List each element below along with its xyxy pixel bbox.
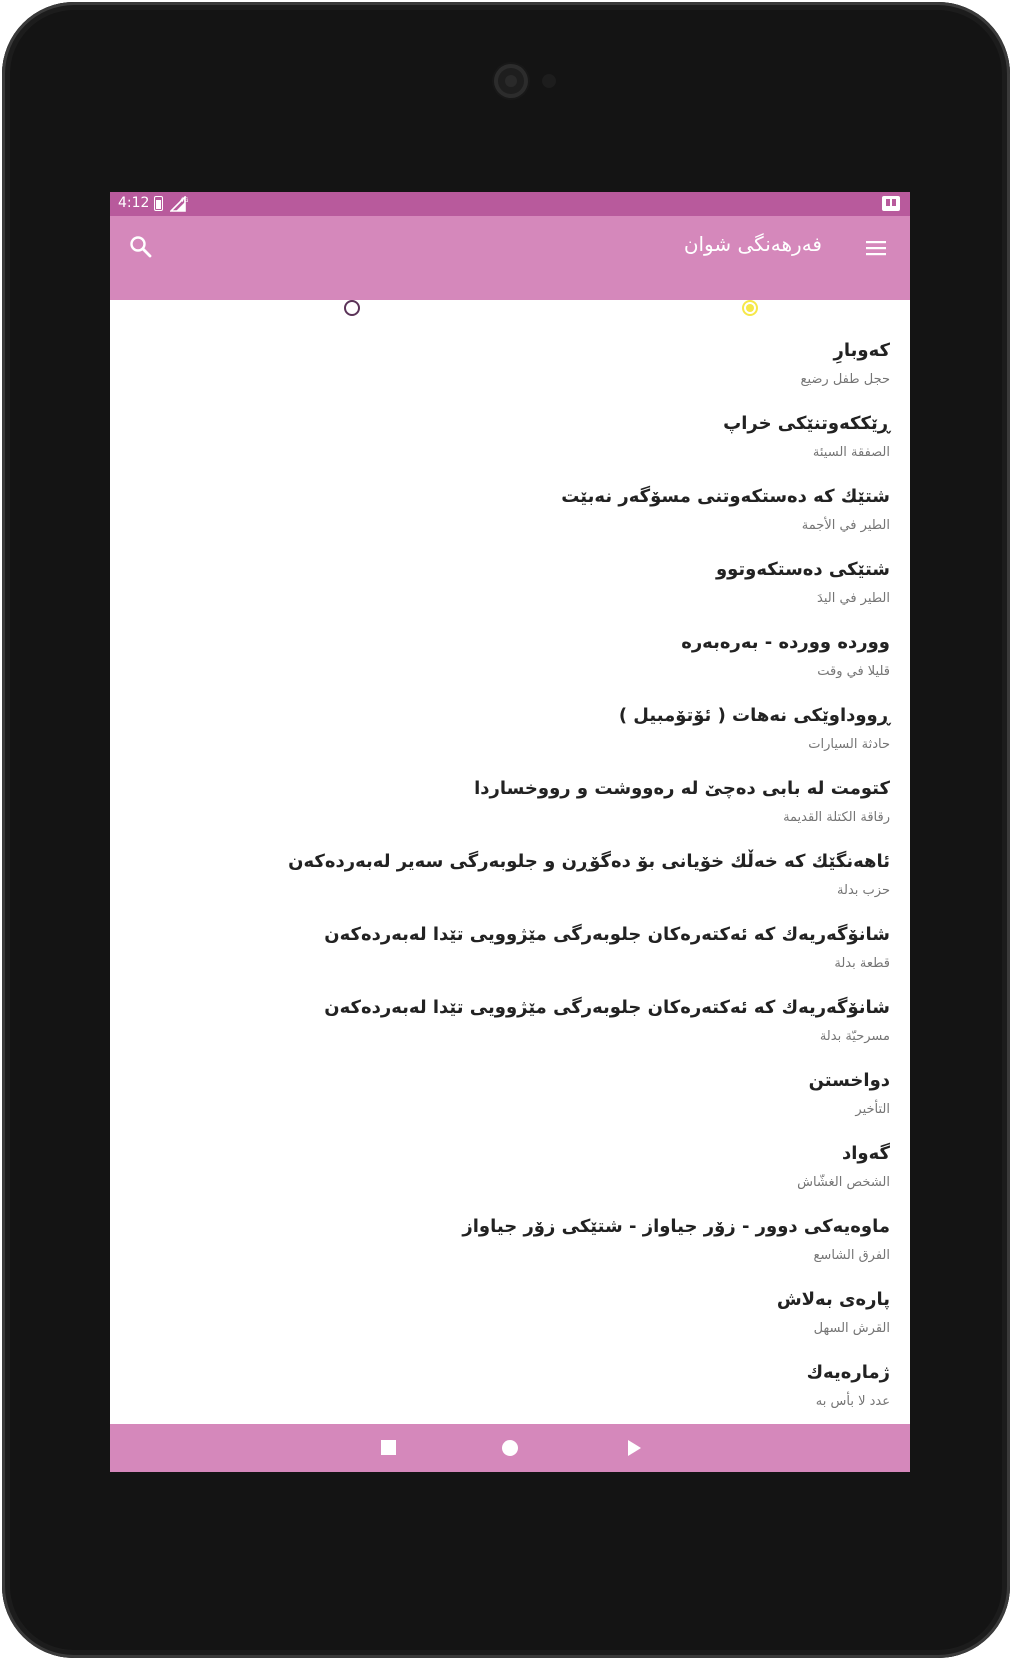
entry-arabic: قليلا في وقت bbox=[817, 664, 890, 679]
entry-kurdish: ئاهەنگێك كە خەڵك خۆیانی بۆ دەگۆڕن و جلوبەرگی سەیر لەبەردەكەن bbox=[288, 851, 890, 872]
entry-arabic: التأخير bbox=[855, 1102, 890, 1117]
list-item[interactable] bbox=[110, 1352, 910, 1424]
entry-kurdish: شانۆگەریەك كە ئەكتەرەكان جلوبەرگی مێژوویی تێدا لەبەردەكەن bbox=[324, 924, 890, 945]
radio-kurdish-arabic[interactable] bbox=[652, 294, 758, 322]
entry-arabic: الفرق الشاسع bbox=[813, 1248, 890, 1263]
entry-arabic: الصفقة السيئة bbox=[812, 445, 890, 460]
square-shape bbox=[381, 1440, 396, 1455]
list-item[interactable] bbox=[110, 1206, 910, 1279]
entry-kurdish: كتومت لە بابی دەچێ لە رەووشت و رووخساردا bbox=[474, 778, 890, 799]
entry-arabic: القرش السهل bbox=[813, 1321, 890, 1336]
list-item[interactable] bbox=[110, 841, 910, 914]
radio-label-kurdish-arabic: کوردی-عەرەبی bbox=[651, 300, 734, 316]
entry-kurdish: وورده وورده - بەرەبەرە bbox=[681, 632, 890, 653]
radio-label-arabic-kurdish: عەرەبی-کوردی bbox=[253, 300, 336, 316]
entry-kurdish: ڕووداوێکی نەهات ( ئۆتۆمبیل ) bbox=[618, 705, 890, 726]
play-triangle-icon[interactable] bbox=[622, 1436, 646, 1460]
status-bar bbox=[110, 192, 910, 216]
sensor-icon bbox=[542, 74, 556, 88]
entry-arabic: حجل طفل رضيع bbox=[800, 372, 890, 387]
status-time: 4:12 bbox=[118, 195, 150, 211]
entry-arabic: حزب بدلة bbox=[837, 883, 890, 898]
entry-arabic: الطير في الأجمة bbox=[801, 518, 890, 533]
entry-kurdish: شتێك كە دەستكەوتنی مسۆگەر نەبێت bbox=[561, 486, 890, 507]
entry-kurdish: ژمارەیەك bbox=[806, 1362, 890, 1383]
toolbar bbox=[110, 216, 910, 276]
list-item[interactable] bbox=[110, 403, 910, 476]
entry-arabic: الطير في اليدَ bbox=[817, 591, 890, 606]
entry-kurdish: پارەی بەلاش bbox=[776, 1289, 890, 1310]
radio-arabic-kurdish[interactable] bbox=[254, 294, 360, 322]
app-screen bbox=[110, 192, 910, 1472]
list-item[interactable] bbox=[110, 330, 910, 403]
entry-arabic: الشخص الغشّاش bbox=[797, 1175, 890, 1190]
page-title: فەرهەنگی شوان bbox=[683, 232, 822, 256]
entry-kurdish: ڕێککەوتنێکی خراپ bbox=[723, 413, 890, 434]
home-circle-icon[interactable] bbox=[498, 1436, 522, 1460]
list-item[interactable] bbox=[110, 1133, 910, 1206]
list-item[interactable] bbox=[110, 914, 910, 987]
list-item[interactable] bbox=[110, 622, 910, 695]
search-icon[interactable] bbox=[126, 232, 156, 262]
signal-icon bbox=[170, 196, 188, 212]
circle-shape bbox=[502, 1440, 518, 1456]
entry-kurdish: کەوبارِ bbox=[833, 340, 890, 361]
entry-kurdish: شتێکی دەستکەوتوو bbox=[715, 559, 890, 580]
app-bar bbox=[110, 216, 910, 316]
list-item[interactable] bbox=[110, 476, 910, 549]
entry-kurdish: دواخستن bbox=[808, 1070, 890, 1091]
tablet-frame bbox=[2, 2, 1010, 1658]
dictionary-list[interactable] bbox=[110, 330, 910, 1424]
list-item[interactable] bbox=[110, 1279, 910, 1352]
list-item[interactable] bbox=[110, 768, 910, 841]
entry-kurdish: شانۆگەریەك كە ئەكتەرەكان جلوبەرگی مێژوویی تێدا لەبەردەكەن bbox=[324, 997, 890, 1018]
entry-arabic: حادثة السيارات bbox=[808, 737, 890, 752]
entry-arabic: قطعة بدلة bbox=[834, 956, 890, 971]
list-item[interactable] bbox=[110, 695, 910, 768]
entry-arabic: عدد لا بأس به bbox=[815, 1394, 890, 1409]
entry-arabic: مسرحيّة بدلة bbox=[819, 1029, 890, 1044]
battery-icon bbox=[154, 196, 163, 211]
radio-selected-icon[interactable] bbox=[742, 300, 758, 316]
radio-unselected-icon[interactable] bbox=[344, 300, 360, 316]
navigation-bar bbox=[110, 1424, 910, 1472]
stop-square-icon[interactable] bbox=[376, 1436, 400, 1460]
hamburger-menu-icon[interactable] bbox=[862, 234, 890, 262]
notification-icon bbox=[882, 196, 900, 211]
list-item[interactable] bbox=[110, 1060, 910, 1133]
network-type: 4G bbox=[180, 197, 188, 204]
entry-kurdish: ماوەیەکی دوور - زۆر جیاواز - شتێکی زۆر جیاواز bbox=[462, 1216, 890, 1237]
entry-kurdish: گەواد bbox=[842, 1143, 890, 1164]
entry-arabic: رقاقة الكتلة القديمة bbox=[783, 810, 890, 825]
list-item[interactable] bbox=[110, 549, 910, 622]
list-item[interactable] bbox=[110, 987, 910, 1060]
camera-icon bbox=[494, 64, 528, 98]
